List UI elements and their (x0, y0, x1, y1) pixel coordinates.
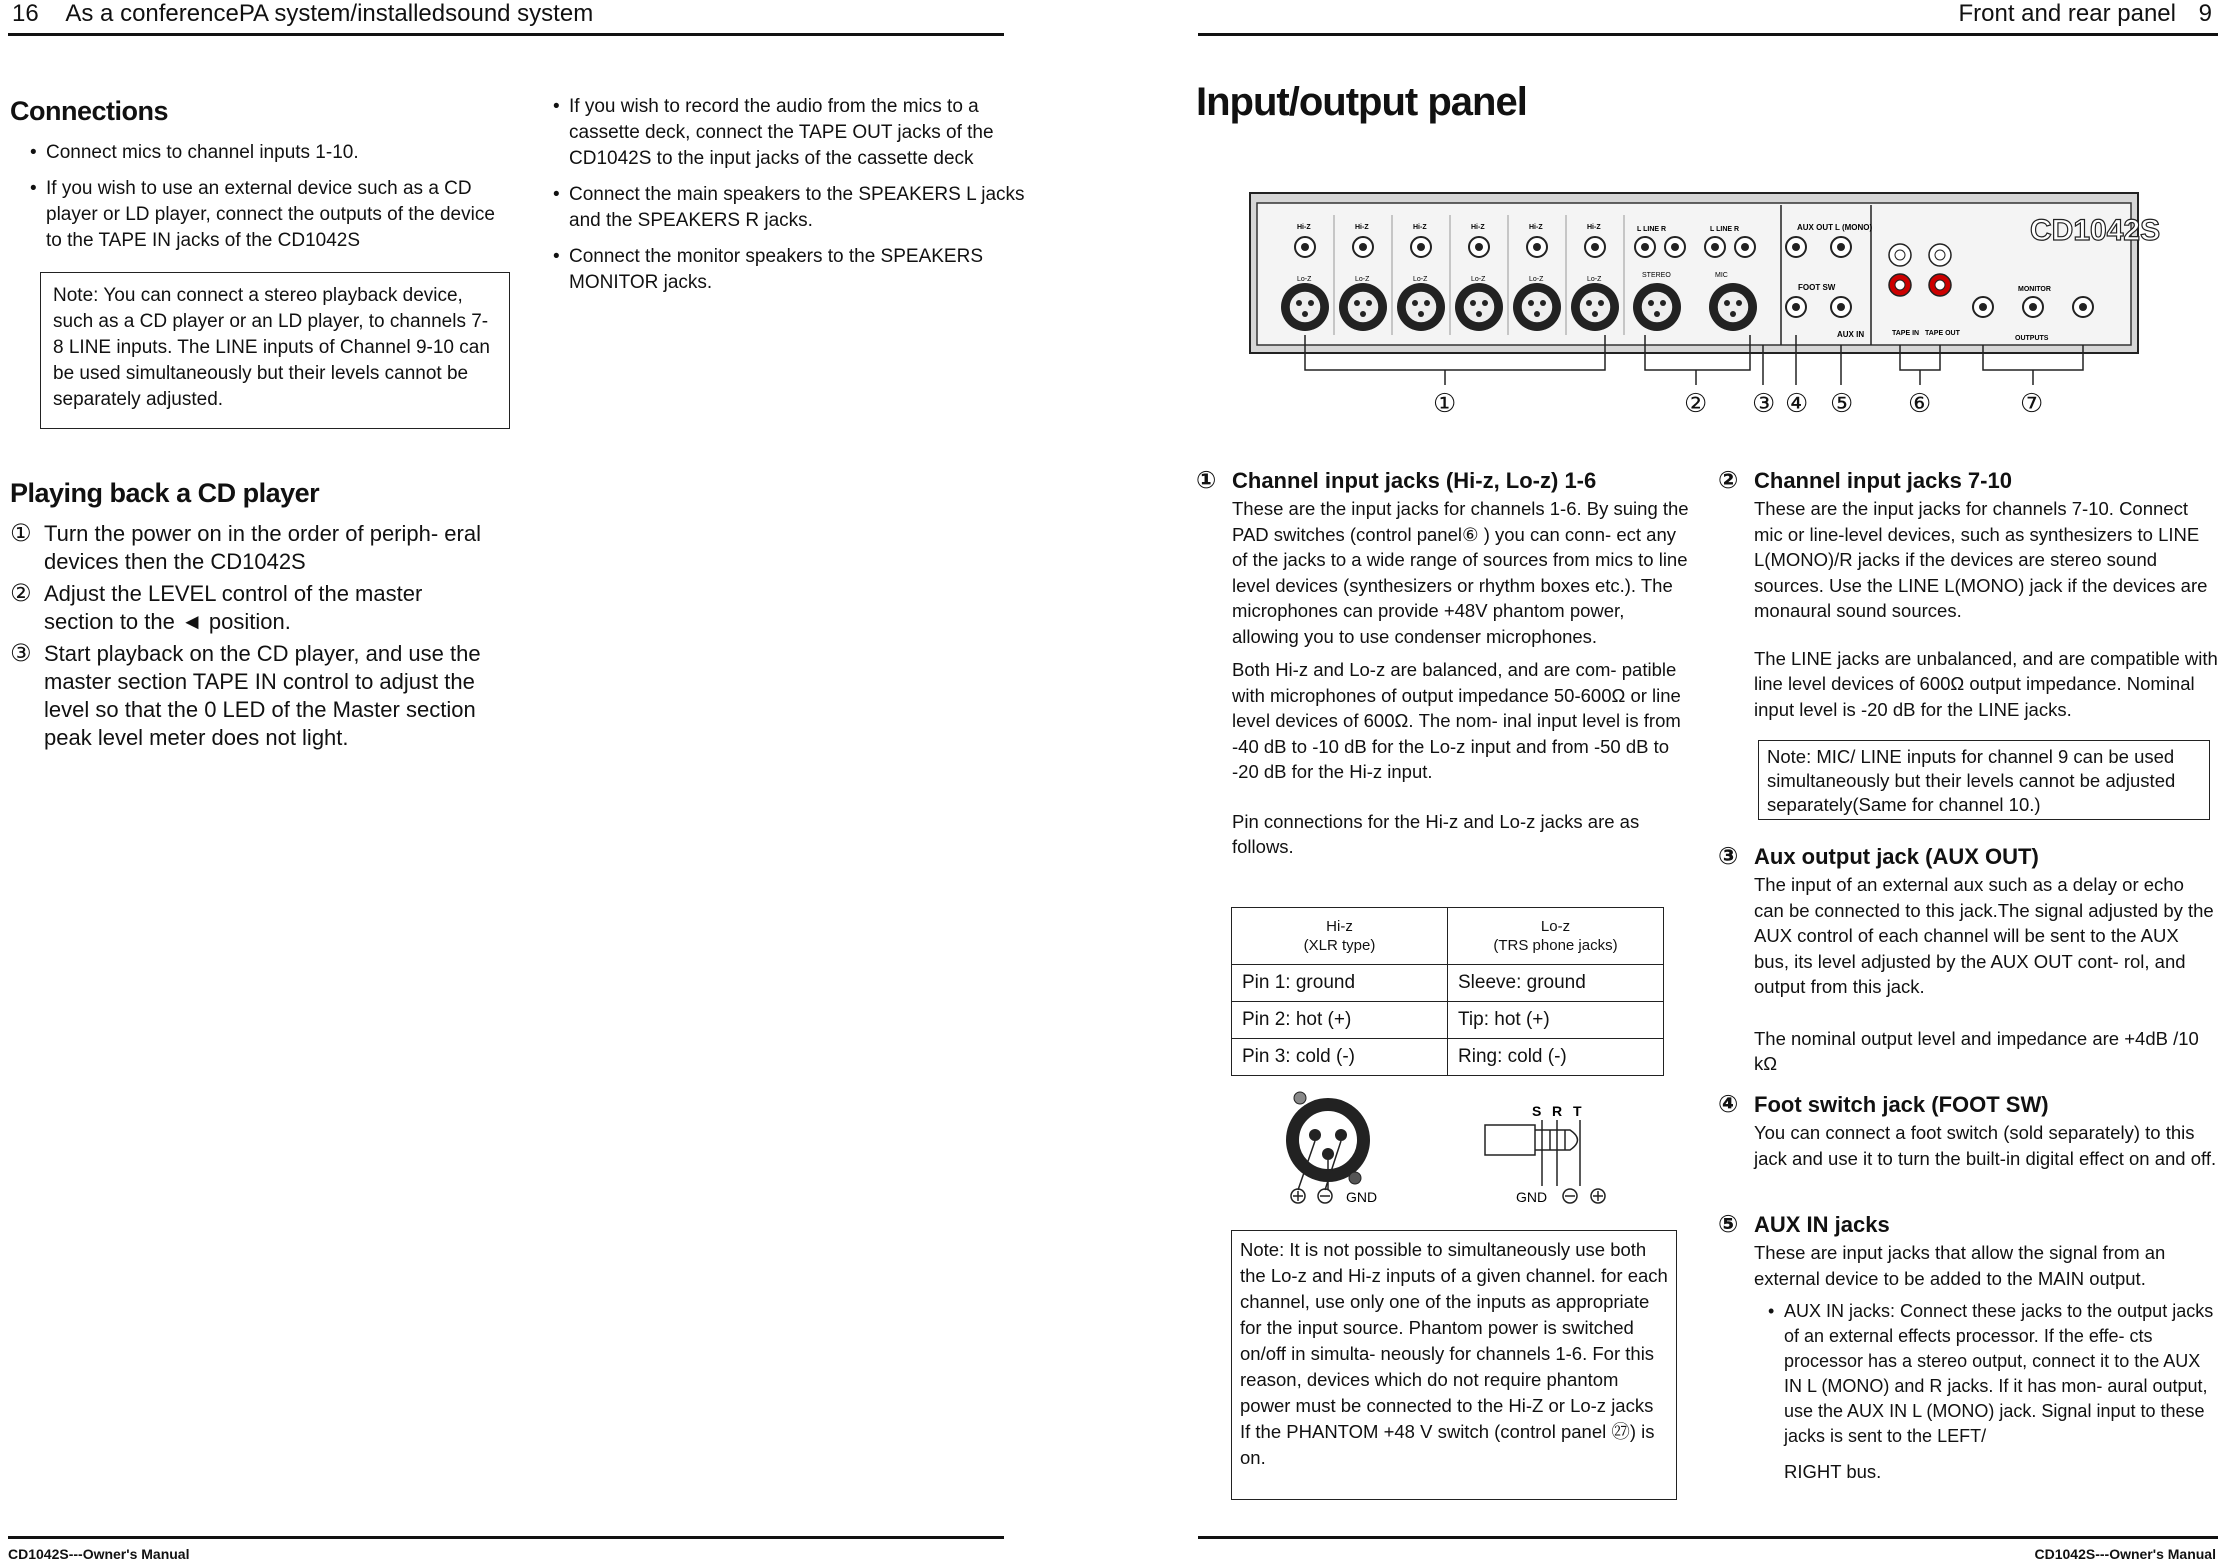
step-text: Turn the power on in the order of periph- eral devices then the CD1042S (44, 521, 481, 574)
step-number: ③ (10, 640, 32, 667)
paragraph: Both Hi-z and Lo-z are balanced, and are com- patible with microphones of output impedance 50-600Ω or line level devices of 600Ω. The nom- inal input level is from -40 dB to -10 dB for the Lo-z input and from -50 dB to -20 dB for the Hi-z input. (1232, 659, 1681, 782)
rca-jack-center (1895, 280, 1905, 290)
panel-label-mic: MIC (1715, 272, 1728, 279)
xlr-pin (1540, 300, 1546, 306)
xlr-pin (1660, 300, 1666, 306)
table-cell: Pin 3: cold (-) (1232, 1039, 1448, 1076)
table-cell: Ring: cold (-) (1448, 1039, 1664, 1076)
trs-s-label: S (1532, 1103, 1542, 1119)
step-text: Adjust the LEVEL control of the master section to the ◄ position. (44, 581, 423, 634)
xlr-pin (1308, 300, 1314, 306)
callout-6: ⑥ (1908, 388, 1932, 418)
xlr-pin (1360, 311, 1366, 317)
right-page-number: 9 (2198, 0, 2212, 27)
section-title-text: Foot switch jack (FOOT SW) (1754, 1092, 2049, 1117)
mic-xlr-jack-face (1717, 291, 1749, 323)
paragraph: The nominal output level and impedance are +4dB /10 kΩ (1754, 1027, 2199, 1074)
step-number: ① (10, 520, 32, 547)
callout-1: ① (1433, 388, 1457, 418)
connections-note-box: Note: You can connect a stereo playback device, such as a CD player or an LD player, to channels 7-8 LINE inputs. The LINE inputs of Channel 9-10 can be used simultaneously but their levels cannot be separately adjusted. (40, 272, 510, 429)
paragraph: The LINE jacks are unbalanced, and are compatible with line level devices of 600Ω output impedance. Nominal input level is -20 dB for the LINE jacks. (1754, 647, 2218, 720)
section-title-text: AUX IN jacks (1754, 1212, 1890, 1237)
left-header-rule (8, 33, 1004, 36)
line-jack-center (1711, 243, 1719, 251)
xlr-jack-face (1579, 291, 1611, 323)
connections-bullets-2 (553, 94, 1028, 306)
left-page-header (12, 0, 593, 28)
section-number: ② (1718, 467, 1739, 494)
step-number: ② (10, 580, 32, 607)
rca-jack-center (1935, 250, 1945, 260)
header-line: (TRS phone jacks) (1493, 937, 1618, 954)
xlr-jack-face (1521, 291, 1553, 323)
section-number: ③ (1718, 843, 1739, 870)
xlr-pin (1470, 300, 1476, 306)
callout-7: ⑦ (2020, 388, 2044, 418)
list-item: • If you wish to record the audio from the mics to a cassette deck, connect the TAPE OUT jacks of the CD1042S to the input jacks of the cassette deck (553, 94, 1028, 172)
output-jack-center (1979, 303, 1987, 311)
hi-z-jack-center (1533, 243, 1541, 251)
callout-2: ② (1684, 388, 1708, 418)
xlr-pin (1654, 311, 1660, 317)
playback-heading: Playing back a CD player (10, 478, 320, 508)
header-line: Hi-z (1326, 918, 1353, 935)
panel-label-aux-in: AUX IN (1837, 330, 1865, 339)
phantom-note-box: Note: It is not possible to simultaneously use both the Lo-z and Hi-z inputs of a given channel. for each channel, use only one of the inputs as appropriate for the input source. Phantom power is switched on/off in simulta- neously for channels 1-6. For this reason, devices which do not require phantom power must be connected to the Hi-Z or Lo-z jacks If the PHANTOM +48 V switch (control panel ㉗) is on. (1231, 1230, 1677, 1500)
xlr-pin (1418, 311, 1424, 317)
xlr-pin (1598, 300, 1604, 306)
paragraph: These are input jacks that allow the signal from an external device to be added to the MAIN output. (1754, 1242, 2166, 1289)
section-body (1718, 1240, 2218, 1485)
panel-model-text: CD1042S (2030, 214, 2161, 247)
list-item: • Connect the monitor speakers to the SPEAKERS MONITOR jacks. (553, 244, 1028, 296)
right-footer-rule (1198, 1536, 2218, 1539)
table-row (1232, 1039, 1664, 1076)
trs-t-label: T (1573, 1103, 1582, 1119)
playback-steps (10, 520, 490, 756)
section-number: ⑤ (1718, 1211, 1739, 1238)
table-cell: Tip: hot (+) (1448, 1002, 1664, 1039)
list-item: • AUX IN jacks: Connect these jacks to the output jacks of an external effects processor. If the effe- cts processor has a stereo output, connect it to the AUX IN L (MONO) and R jacks. If it has mon- aural output, use the AUX IN L (MONO) jack. Signal input to these jacks is sent to the LEFT/ (1768, 1299, 2218, 1449)
hi-z-label: Hi-Z (1297, 224, 1311, 231)
section-foot-switch (1718, 1090, 2218, 1179)
lo-z-label: Lo-Z (1297, 276, 1312, 283)
aux-jack-center (1837, 303, 1845, 311)
section-title (1718, 1090, 2218, 1120)
xlr-pin (1736, 300, 1742, 306)
paragraph: Pin connections for the Hi-z and Lo-z jacks are as follows. (1232, 810, 1640, 857)
left-page-title: As a conferencePA system/installedsound system (65, 0, 594, 27)
lo-z-label: Lo-Z (1413, 276, 1428, 283)
hi-z-jack-center (1359, 243, 1367, 251)
section-title-text: Channel input jacks 7-10 (1754, 468, 2012, 493)
xlr-pin-diagram (1286, 1092, 1377, 1205)
left-page-number: 16 (12, 0, 39, 27)
left-footer: CD1042S---Owner's Manual (8, 1546, 190, 1562)
line-note-box: Note: MIC/ LINE inputs for channel 9 can be used simultaneously but their levels cannot be adjusted separately(Same for channel 10.) (1758, 740, 2210, 820)
pin-diagrams (1280, 1090, 1660, 1210)
hi-z-label: Hi-Z (1587, 224, 1601, 231)
xlr-pin (1296, 300, 1302, 306)
hi-z-jack-center (1475, 243, 1483, 251)
step-item (10, 640, 490, 752)
io-panel-heading: Input/output panel (1196, 80, 1527, 124)
section-body (1718, 872, 2218, 1077)
callout-3: ③ (1752, 388, 1776, 418)
section-channel-7-10 (1718, 466, 2218, 730)
panel-label-line-1: L LINE R (1637, 226, 1667, 233)
aux-jack-center (1792, 243, 1800, 251)
io-panel-diagram (1245, 185, 2161, 420)
paragraph: The input of an external aux such as a delay or echo can be connected to this jack.The signal adjusted by the AUX control of each channel will be sent to the AUX bus, its level adjusted by the AUX OUT cont- rol, and output from this jack. (1754, 874, 2214, 997)
paragraph: RIGHT bus. (1784, 1461, 1882, 1482)
connections-heading: Connections (10, 96, 169, 126)
hi-z-label: Hi-Z (1413, 224, 1427, 231)
right-page-header (1959, 0, 2213, 28)
right-footer: CD1042S---Owner's Manual (2034, 1546, 2216, 1562)
step-item (10, 520, 490, 576)
mic-xlr-jack-face (1641, 291, 1673, 323)
list-item: • If you wish to use an external device such as a CD player or LD player, connect the outputs of the device to the TAPE IN jacks of the CD1042S (30, 176, 508, 254)
hi-z-label: Hi-Z (1355, 224, 1369, 231)
section-body (1196, 496, 1691, 860)
paragraph: These are the input jacks for channels 1-6. By suing the PAD switches (control panel⑥ ) you can conn- ect any of the jacks to a wide range of sources from mics to line level devices (synthesizers or rhythm boxes etc.). The microphones can provide +48V phantom power, allowing you to use condenser microphones. (1232, 498, 1689, 647)
xlr-pin (1354, 300, 1360, 306)
hi-z-jack-center (1591, 243, 1599, 251)
xlr-pin (1476, 311, 1482, 317)
hi-z-label: Hi-Z (1529, 224, 1543, 231)
aux-jack-center (1837, 243, 1845, 251)
hi-z-jack-center (1301, 243, 1309, 251)
hi-z-jack-center (1417, 243, 1425, 251)
table-row (1232, 1002, 1664, 1039)
line-jack-center (1641, 243, 1649, 251)
section-aux-in (1718, 1210, 2218, 1493)
lo-z-label: Lo-Z (1355, 276, 1370, 283)
gnd-label: GND (1346, 1189, 1378, 1205)
xlr-pin (1482, 300, 1488, 306)
hi-z-label: Hi-Z (1471, 224, 1485, 231)
xlr-pin (1586, 300, 1592, 306)
panel-label-aux-out: AUX OUT (1797, 223, 1833, 232)
table-cell: Sleeve: ground (1448, 965, 1664, 1002)
panel-label-outputs: OUTPUTS (2015, 335, 2049, 342)
xlr-jack-face (1347, 291, 1379, 323)
lo-z-label: Lo-Z (1587, 276, 1602, 283)
trs-r-label: R (1552, 1103, 1563, 1119)
table-cell: Pin 1: ground (1232, 965, 1448, 1002)
callout-5: ⑤ (1830, 388, 1854, 418)
section-title (1718, 1210, 2218, 1240)
table-cell: Pin 2: hot (+) (1232, 1002, 1448, 1039)
xlr-pin (1534, 311, 1540, 317)
xlr-pin (1724, 300, 1730, 306)
panel-label-l-mono: L (MONO) (1835, 223, 1873, 232)
section-title (1196, 466, 1691, 496)
table-header-row (1232, 908, 1664, 965)
xlr-pin (1528, 300, 1534, 306)
section-number: ④ (1718, 1091, 1739, 1118)
left-footer-rule (8, 1536, 1004, 1539)
lo-z-label: Lo-Z (1529, 276, 1544, 283)
section-body (1718, 496, 2218, 722)
xlr-pin (1592, 311, 1598, 317)
panel-label-tape-out: TAPE OUT (1925, 330, 1960, 337)
output-jack-center (2029, 303, 2037, 311)
step-text: Start playback on the CD player, and use the master section TAPE IN control to adjust the level so that the 0 LED of the Master section peak level meter does not light. (44, 641, 481, 750)
section-title-text: Channel input jacks (Hi-z, Lo-z) 1-6 (1232, 468, 1597, 493)
xlr-jack-face (1463, 291, 1495, 323)
section-body (1718, 1120, 2218, 1171)
panel-label-stereo: STEREO (1642, 272, 1671, 279)
table-row (1232, 965, 1664, 1002)
lo-z-label: Lo-Z (1471, 276, 1486, 283)
section-aux-out (1718, 842, 2218, 1085)
paragraph: You can connect a foot switch (sold separately) to this jack and use it to turn the built-in digital effect on and off. (1754, 1122, 2217, 1169)
xlr-pin (1366, 300, 1372, 306)
rca-jack-center (1895, 250, 1905, 260)
section-channel-1-6 (1196, 466, 1691, 868)
pin-table (1231, 907, 1664, 1076)
trs-gnd-label: GND (1516, 1189, 1548, 1205)
line-jack-center (1671, 243, 1679, 251)
xlr-pin (1730, 311, 1736, 317)
xlr-jack-face (1405, 291, 1437, 323)
xlr-jack-face (1289, 291, 1321, 323)
table-header-cell (1448, 908, 1664, 965)
step-item (10, 580, 490, 636)
section-number: ① (1196, 467, 1217, 494)
header-line: (XLR type) (1303, 937, 1376, 954)
list-item: • Connect mics to channel inputs 1-10. (30, 140, 508, 166)
table-header-cell (1232, 908, 1448, 965)
right-page-title: Front and rear panel (1958, 0, 2176, 27)
list-item: • Connect the main speakers to the SPEAKERS L jacks and the SPEAKERS R jacks. (553, 182, 1028, 234)
panel-label-foot-sw: FOOT SW (1798, 283, 1836, 292)
xlr-pin (1412, 300, 1418, 306)
xlr-pin (1424, 300, 1430, 306)
connections-bullets (30, 140, 508, 264)
section-title-text: Aux output jack (AUX OUT) (1754, 844, 2039, 869)
header-line: Lo-z (1540, 918, 1571, 935)
section-title (1718, 842, 2218, 872)
xlr-pin (1302, 311, 1308, 317)
right-header-rule (1198, 33, 2218, 36)
xlr-pin (1648, 300, 1654, 306)
paragraph: These are the input jacks for channels 7-10. Connect mic or line-level devices, such as synthesizers to LINE L(MONO)/R jacks if the devices are stereo sound sources. Use the LINE L(MONO) jack if the devices are monaural sound sources. (1754, 498, 2208, 621)
rca-jack-center (1935, 280, 1945, 290)
panel-label-line-2: L LINE R (1710, 226, 1740, 233)
callout-4: ④ (1785, 388, 1809, 418)
panel-label-monitor: MONITOR (2018, 286, 2051, 293)
output-jack-center (2079, 303, 2087, 311)
panel-label-tape-in: TAPE IN (1892, 330, 1920, 337)
section-title (1718, 466, 2218, 496)
aux-jack-center (1792, 303, 1800, 311)
line-jack-center (1741, 243, 1749, 251)
